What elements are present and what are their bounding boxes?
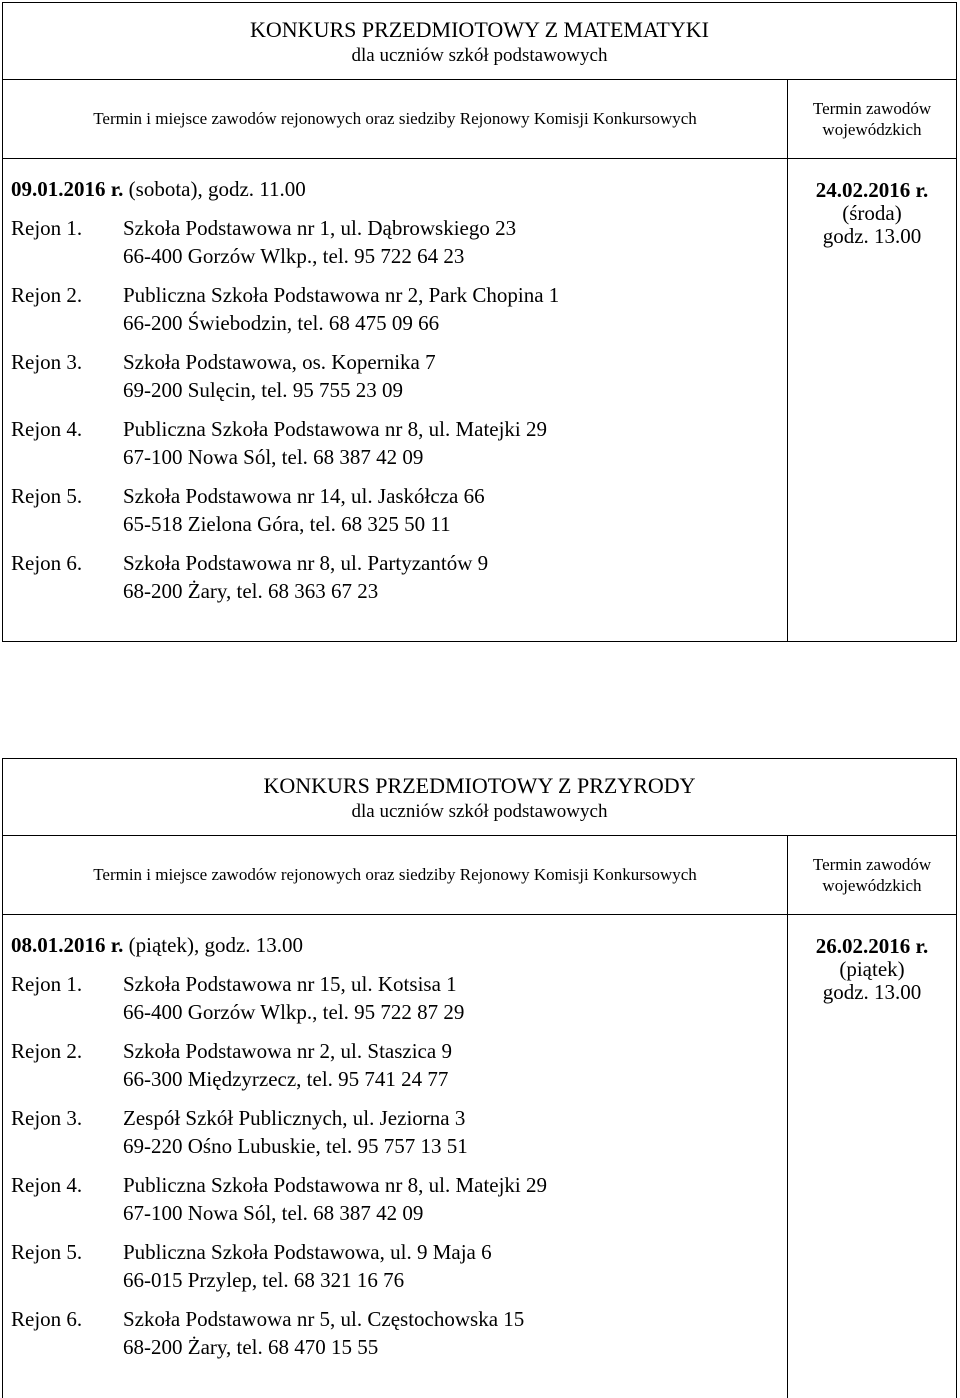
list-item: Rejon 6. Szkoła Podstawowa nr 8, ul. Partyzantów 9 68-200 Żary, tel. 68 363 67 23: [11, 551, 489, 603]
list-item: Rejon 1. Szkoła Podstawowa nr 15, ul. Kotsisa 1 66-400 Gorzów Wlkp., tel. 95 722 87 29: [11, 972, 465, 1024]
list-item: Rejon 5. Szkoła Podstawowa nr 14, ul. Jaskółcza 66 65-518 Zielona Góra, tel. 68 325 50 11: [11, 484, 485, 536]
contest-table-nature: [2, 758, 957, 1398]
list-item: Rejon 2. Publiczna Szkoła Podstawowa nr 2, Park Chopina 1 66-200 Świebodzin, tel. 68 475 09 66: [11, 283, 560, 335]
final-column: [788, 915, 956, 1398]
table-header: [3, 759, 956, 836]
final-day: (piątek): [839, 957, 905, 981]
list-item: Rejon 4. Publiczna Szkoła Podstawowa nr 8, ul. Matejki 29 67-100 Nowa Sól, tel. 68 387 42 09: [11, 1173, 548, 1225]
contest-table-math: [2, 2, 957, 642]
column-headers: [3, 80, 956, 159]
final-column-header: Termin zawodów wojewódzkich: [812, 855, 932, 895]
contest-title: KONKURS PRZEDMIOTOWY Z PRZYRODY: [263, 773, 696, 798]
list-item: Rejon 1. Szkoła Podstawowa nr 1, ul. Dąbrowskiego 23 66-400 Gorzów Wlkp., tel. 95 722 64 23: [11, 216, 517, 268]
table-header: [3, 3, 956, 80]
contest-title: KONKURS PRZEDMIOTOWY Z MATEMATYKI: [250, 17, 709, 42]
list-item: Rejon 2. Szkoła Podstawowa nr 2, ul. Staszica 9 66-300 Międzyrzecz, tel. 95 741 24 77: [11, 1039, 452, 1091]
final-column: [788, 159, 956, 641]
contest-subtitle: dla uczniów szkół podstawowych: [351, 45, 608, 66]
final-column-header: Termin zawodów wojewódzkich: [812, 99, 932, 139]
list-item: Rejon 4. Publiczna Szkoła Podstawowa nr 8, ul. Matejki 29 67-100 Nowa Sól, tel. 68 387 42 09: [11, 417, 548, 469]
regional-column: [3, 159, 788, 641]
final-date: 24.02.2016 r.: [815, 178, 929, 202]
final-date: 26.02.2016 r.: [815, 934, 929, 958]
table-body: [3, 159, 956, 641]
regional-date: 08.01.2016 r. (piątek), godz. 13.00: [11, 933, 304, 957]
list-item: Rejon 3. Zespół Szkół Publicznych, ul. Jeziorna 3 69-220 Ośno Lubuskie, tel. 95 757 13 51: [11, 1106, 468, 1158]
final-time: godz. 13.00: [822, 224, 922, 248]
regional-column-header: Termin i miejsce zawodów rejonowych oraz siedziby Rejonowy Komisji Konkursowych: [3, 80, 788, 158]
table-body: [3, 915, 956, 1398]
regional-column-header: Termin i miejsce zawodów rejonowych oraz siedziby Rejonowy Komisji Konkursowych: [3, 836, 788, 914]
list-item: Rejon 6. Szkoła Podstawowa nr 5, ul. Częstochowska 15 68-200 Żary, tel. 68 470 15 55: [11, 1307, 525, 1359]
regional-date: 09.01.2016 r. (sobota), godz. 11.00: [11, 177, 306, 201]
contest-subtitle: dla uczniów szkół podstawowych: [351, 801, 608, 822]
final-day: (środa): [842, 201, 902, 225]
list-item: Rejon 3. Szkoła Podstawowa, os. Kopernika 7 69-200 Sulęcin, tel. 95 755 23 09: [11, 350, 436, 402]
column-headers: [3, 836, 956, 915]
regional-column: [3, 915, 788, 1398]
final-time: godz. 13.00: [822, 980, 922, 1004]
list-item: Rejon 5. Publiczna Szkoła Podstawowa, ul. 9 Maja 6 66-015 Przylep, tel. 68 321 16 76: [11, 1240, 492, 1292]
